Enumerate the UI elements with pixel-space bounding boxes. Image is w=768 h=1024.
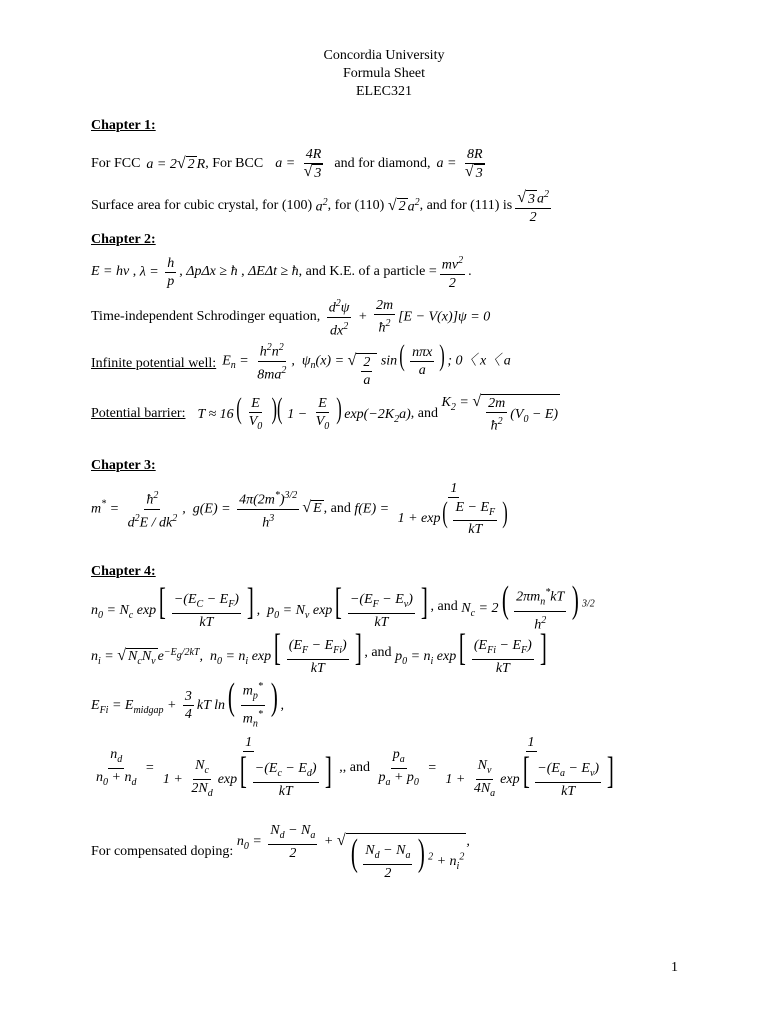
fcc-formula: a = 2 √ 2 R (146, 154, 206, 172)
schrodinger-label: Time-independent Schrodinger equation, (91, 309, 321, 324)
ch4-and-label-2: , and (364, 645, 392, 660)
chapter-4-heading: Chapter 4: (91, 564, 156, 579)
surface-text-100: Surface area for cubic crystal, for (100) (91, 198, 313, 213)
lattice-constants-line (91, 144, 490, 184)
surface-text-111: , and for (111) is (419, 198, 513, 213)
ke-label: , and K.E. of a particle = (298, 264, 437, 279)
page-number: 1 (671, 960, 678, 975)
header-sheet-title: Formula Sheet (342, 66, 426, 81)
chapter-1-heading: Chapter 1: (91, 118, 156, 133)
surface-111-formula: √ 3 $a^2$ 2 (515, 186, 551, 227)
barrier-and-label: , and (410, 406, 439, 421)
diamond-formula: a = 8R √ 3 (436, 147, 483, 181)
bcc-label: , For BCC (205, 156, 264, 171)
intrinsic-concentration-line: $n_i$ = √ $N_cN_v$ $e^{-E_g/2kT}$, $n_0 = n_i$ exp[ $\frac{(E_F - E_{Fi})}{kT}$ ] , and $p_0 = n_i$ exp[ $\frac{(E_{Fi} - E_F)}{kT}$ ] (91, 627, 547, 676)
ch4-and-label-1: , and (430, 599, 458, 614)
schrodinger-line: Time-independent Schrodinger equation, $\frac{d^2\psi}{dx^2}$ + $\frac{2m}{ħ^2}$ [E − V(x)]ψ = 0 (91, 296, 490, 338)
header-course-code: ELEC321 (356, 84, 412, 99)
chapter-3-heading: Chapter 3: (91, 458, 156, 473)
ch4-and-label-3: , and (342, 760, 370, 775)
header-university: Concordia University (323, 48, 445, 63)
surface-text-110: , for (110) (327, 198, 385, 213)
ionization-ratio-line: $\frac{n_d}{n_0 + n_d}$ = 1 1 + $\frac{N_c}{2N_d}$ exp[ $\frac{-(E_c - E_d)}{kT}$ ] , , and $\frac{p_a}{p_a + p_0}$ = 1 1 + $\frac{N_v}{4N_a}$ exp[ $\frac{-(E_a - E_v)}{kT}$ ] (96, 734, 614, 800)
well-label: Infinite potential well: (91, 356, 217, 371)
chapter-2-heading: Chapter 2: (91, 232, 156, 247)
intrinsic-fermi-level-line: $E_{Fi} = E_{midgap}$ + $\frac{3}{4}$ kT ln( $\frac{m_p^*}{m_n^*}$ ) , (91, 675, 284, 730)
compensated-doping-line: For compensated doping: $n_0$ = $\frac{N_d - N_a}{2}$ + √ ( $\frac{N_d - N_a}{2}$ ) $^2 + n_i^2$ , (91, 823, 470, 881)
fcc-label: For FCC (91, 156, 141, 171)
quantum-relations-line: E = hν , λ = $\frac{h}{p}$ , ΔpΔx ≥ ħ , ΔEΔt ≥ ħ , and K.E. of a particle = $\frac{mv^2}{2}$ . (91, 250, 472, 294)
potential-barrier-line: Potential barrier: T ≈ 16( $\frac{E}{V_0}$ )( 1 − $\frac{E}{V_0}$ ) $\exp(-2K_2a)$ , and $K_2$ = √ $\frac{2m}{ħ^2}$ $(V_0 - E)$ (91, 391, 559, 434)
effective-mass-dos-line: m* = $\frac{ħ^2}{d^2E / dk^2}$ , g(E) = $\frac{4\pi(2m^*)^{3/2}}{h^3}$ √ E , and f(E) = 1 1 + exp( $\frac{E - E_F}{kT}$ ) (91, 480, 508, 538)
surface-area-line: Surface area for cubic crystal, for (100) $a^2$ , for (110) √ 2 $a^2$ , and for (111) is √ 3 $a^2$ 2 (91, 186, 554, 226)
ch3-and-label: , and (323, 501, 351, 516)
compensated-label: For compensated doping: (91, 844, 234, 859)
barrier-label: Potential barrier: (91, 406, 186, 421)
bcc-formula: a = 4R √ 3 (275, 147, 322, 181)
infinite-well-line: Infinite potential well: $E_n$ = $\frac{h^2n^2}{8ma^2}$ , $\psi_n(x)$ = √ $\frac{2}{a}$ sin( $\frac{\text{nπx}}{a}$ ) ; 0〈 x〈 a (91, 338, 511, 388)
carrier-concentration-line: $n_0 = N_c$ exp[ $\frac{-(E_C - E_F)}{kT}$ ] , $p_0 = N_v$ exp[ $\frac{-(E_F - E_v)}{kT}$ ] , and $N_c = 2$( $\frac{2\pi m_n^*kT}{h^2}$ ) $^{3/2}$ (91, 578, 595, 633)
diamond-label: and for diamond, (334, 156, 431, 171)
